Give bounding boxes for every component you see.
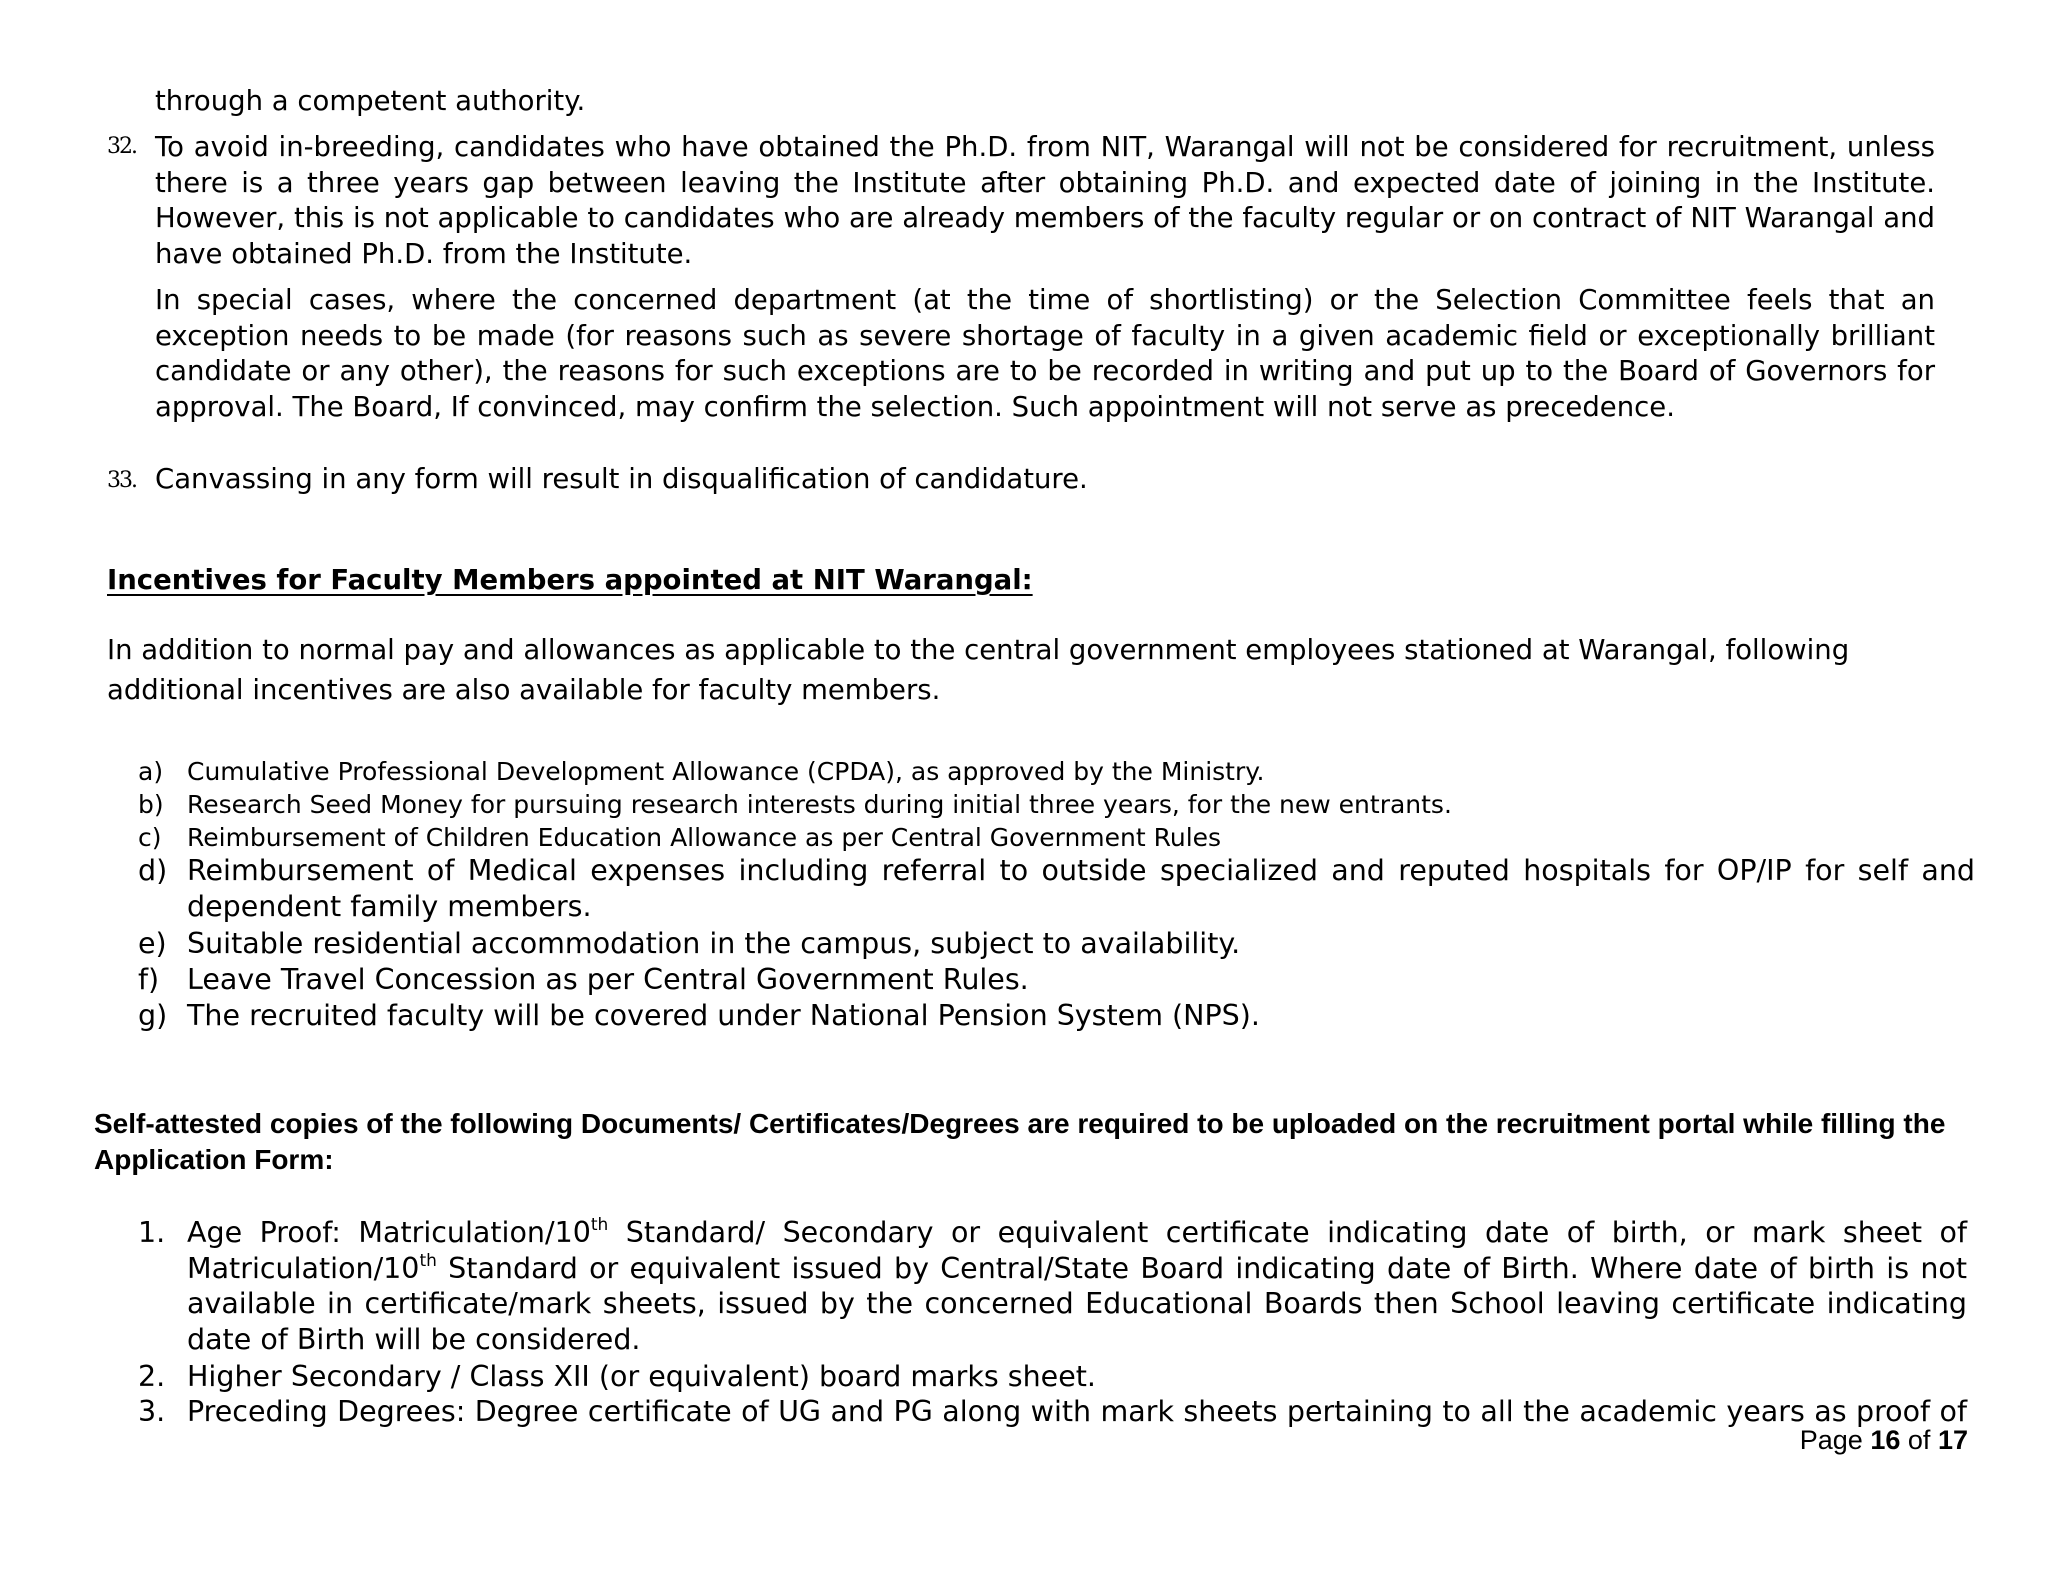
list-item-text: Suitable residential accommodation in the campus, subject to availability. <box>187 927 1241 960</box>
list-item-text: Research Seed Money for pursuing research interests during initial three years, for the new entrants. <box>187 790 1452 819</box>
list-marker: f) <box>138 963 160 996</box>
item-33-number: 33. <box>107 468 136 493</box>
list-item-text: Preceding Degrees: Degree certificate of UG and PG along with mark sheets pertaining to all the academic years as proof of <box>187 1395 1967 1428</box>
incentives-heading: Incentives for Faculty Members appointed at NIT Warangal: <box>107 564 1033 596</box>
list-marker: g) <box>138 999 168 1032</box>
list-item-text: Leave Travel Concession as per Central Government Rules. <box>187 963 1029 996</box>
list-item-text: Age Proof: Matriculation/10th Standard/ Secondary or equivalent certificate indicating date of birth, or mark sheet of Matriculation/10th Standard or equivalent issued by Central/State Board indicating date of Birth. Where date of birth is not available in certificate/mark sheets, issued by the concerned Educational Boards then School leaving certificate indicating date of Birth will be considered. <box>187 1215 1967 1356</box>
list-marker: 1. <box>138 1216 166 1249</box>
list-item-text: Cumulative Professional Development Allowance (CPDA), as approved by the Ministry. <box>187 757 1265 786</box>
page-word: Page <box>1799 1425 1863 1455</box>
list-marker: a) <box>138 757 164 786</box>
item-32-number: 32. <box>107 134 136 159</box>
list-marker: 3. <box>138 1395 166 1428</box>
continuation-text: through a competent authority. <box>155 85 586 117</box>
list-marker: b) <box>138 790 164 819</box>
documents-heading: Self-attested copies of the following Documents/ Certificates/Degrees are required to be uploaded on the recruitment portal while filling the Application Form: <box>94 1108 1946 1175</box>
current-page: 16 <box>1870 1425 1901 1455</box>
list-item-text: Reimbursement of Children Education Allowance as per Central Government Rules <box>187 823 1222 852</box>
incentives-intro: In addition to normal pay and allowances as applicable to the central government employees stationed at Warangal, following additional incentives are also available for faculty members. <box>107 634 1850 706</box>
list-item-text: The recruited faculty will be covered under National Pension System (NPS). <box>187 999 1260 1032</box>
page-number <box>1790 1425 1968 1456</box>
list-marker: e) <box>138 927 167 960</box>
item-32-paragraph-2: In special cases, where the concerned department (at the time of shortlisting) or the Selection Committee feels that an exception needs to be made (for reasons such as severe shortage of faculty in a given academic field or exceptionally brilliant candidate or any other), the reasons for such exceptions are to be recorded in writing and put up to the Board of Governors for approval. The Board, If convinced, may confirm the selection. Such appointment will not serve as precedence. <box>155 284 1935 423</box>
list-marker: 2. <box>138 1360 166 1393</box>
list-marker: d) <box>138 854 168 887</box>
item-32-paragraph-1: To avoid in-breeding, candidates who have obtained the Ph.D. from NIT, Warangal will not be considered for recruitment, unless there is a three years gap between leaving the Institute after obtaining Ph.D. and expected date of joining in the Institute. However, this is not applicable to candidates who are already members of the faculty regular or on contract of NIT Warangal and have obtained Ph.D. from the Institute. <box>155 131 1935 270</box>
list-item-text: Reimbursement of Medical expenses including referral to outside specialized and reputed hospitals for OP/IP for self and dependent family members. <box>187 854 1975 923</box>
of-word: of <box>1907 1425 1931 1455</box>
list-item-text: Higher Secondary / Class XII (or equivalent) board marks sheet. <box>187 1360 1096 1393</box>
list-marker: c) <box>138 823 162 852</box>
total-pages: 17 <box>1937 1425 1968 1455</box>
item-33-text: Canvassing in any form will result in disqualification of candidature. <box>155 463 1088 495</box>
